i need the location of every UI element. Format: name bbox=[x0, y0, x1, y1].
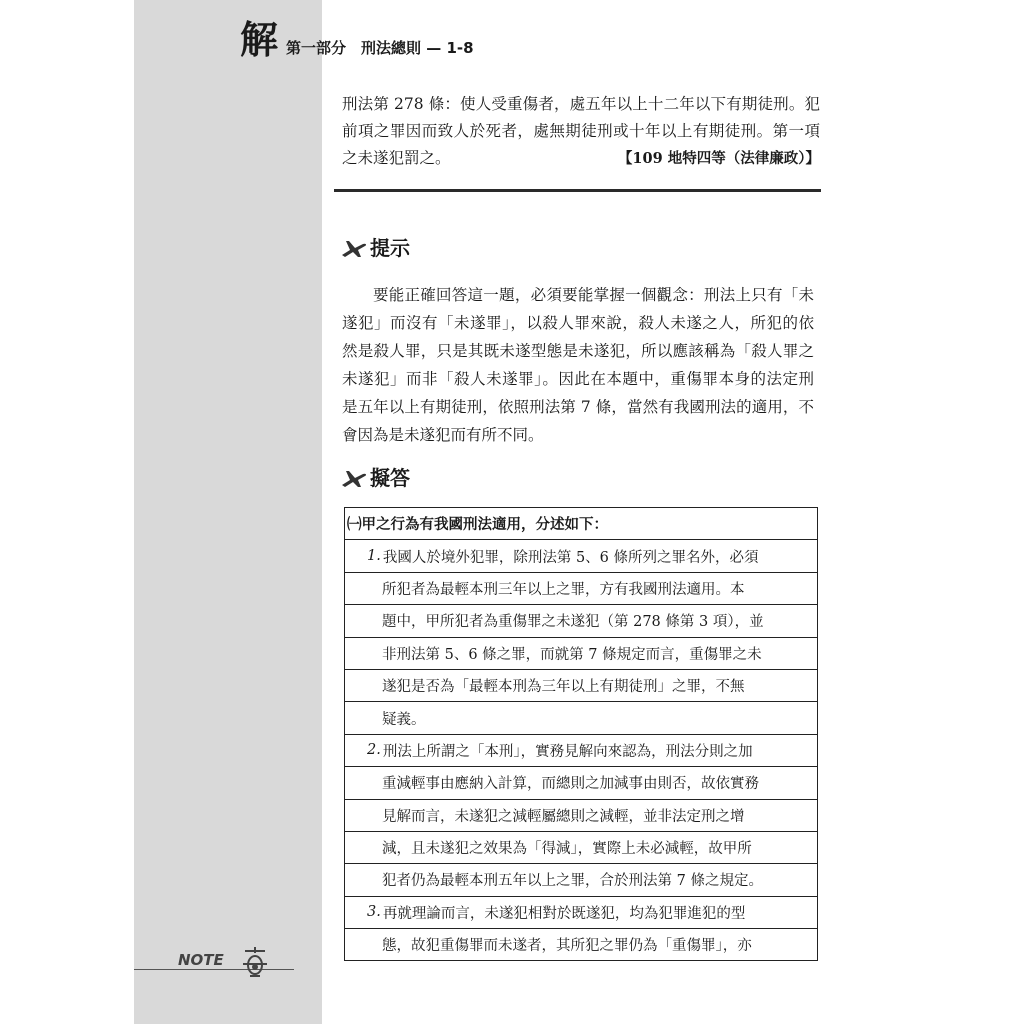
answer-row-text: 所犯者為最輕本刑三年以上之罪，方有我國刑法適用。本 bbox=[382, 581, 745, 598]
answer-row-text: 疑義。 bbox=[382, 711, 426, 728]
answer-row-text: 見解而言，未遂犯之減輕屬總則之減輕，並非法定刑之增 bbox=[382, 808, 745, 825]
answer-row bbox=[345, 897, 817, 929]
answer-heading bbox=[340, 462, 410, 491]
hint-body bbox=[342, 281, 814, 449]
note-airplane-icon bbox=[242, 947, 268, 981]
airplane-icon bbox=[340, 465, 368, 489]
answer-row bbox=[345, 800, 817, 832]
answer-row bbox=[345, 573, 817, 605]
airplane-icon bbox=[340, 235, 368, 259]
note-marker bbox=[134, 945, 294, 985]
page-header bbox=[240, 18, 474, 62]
answer-row bbox=[345, 508, 817, 540]
header-title: 第一部分 刑法總則 — 1-8 bbox=[286, 39, 474, 57]
hint-heading bbox=[340, 232, 410, 261]
answer-heading-label: 擬答 bbox=[370, 466, 410, 490]
answer-row bbox=[345, 670, 817, 702]
answer-row-text: 刑法上所謂之「本刑」，實務見解向來認為，刑法分則之加 bbox=[382, 743, 753, 760]
answer-row bbox=[345, 638, 817, 670]
answer-table bbox=[344, 507, 818, 961]
question-block bbox=[342, 91, 820, 172]
answer-row bbox=[345, 767, 817, 799]
header-glyph: 解 bbox=[240, 17, 279, 62]
answer-row-text: 犯者仍為最輕本刑五年以上之罪，合於刑法第 7 條之規定。 bbox=[382, 873, 763, 890]
answer-row-number: 2. bbox=[367, 742, 381, 759]
answer-row bbox=[345, 605, 817, 637]
answer-row-text: 題中，甲所犯者為重傷罪之未遂犯（第 278 條第 3 項），並 bbox=[382, 614, 764, 631]
hint-paragraph: 要能正確回答這一題，必須要能掌握一個觀念：刑法上只有「未遂犯」而沒有「未遂罪」，以殺人罪來說，殺人未遂之人，所犯的依然是殺人罪，只是其既未遂型態是未遂犯，所以應該稱為「殺人罪之未遂犯」而非「殺人未遂罪」。因此在本題中，重傷罪本身的法定刑是五年以上有期徒刑，依照刑法第 7 條，當然有我國刑法的適用，不會因為是未遂犯而有所不同。 bbox=[342, 286, 814, 444]
page-margin-sidebar bbox=[134, 0, 322, 1024]
question-source: 【109 地特四等（法律廉政）】 bbox=[617, 150, 820, 167]
answer-row-number: 1. bbox=[367, 548, 381, 565]
answer-row-text: 重減輕事由應納入計算，而總則之加減事由則否，故依實務 bbox=[382, 776, 759, 793]
answer-row-text: 非刑法第 5、6 條之罪，而就第 7 條規定而言，重傷罪之未 bbox=[382, 646, 762, 663]
answer-row bbox=[345, 540, 817, 572]
answer-row-text: 再就理論而言，未遂犯相對於既遂犯，均為犯罪進犯的型 bbox=[382, 905, 746, 922]
note-label: NOTE bbox=[178, 951, 224, 969]
answer-row bbox=[345, 832, 817, 864]
question-text: 刑法第 278 條：使人受重傷者，處五年以上十二年以下有期徒刑。犯前項之罪因而致人於死者，處無期徒刑或十年以上有期徒刑。第一項之未遂犯罰之。 bbox=[342, 95, 820, 167]
answer-row bbox=[345, 864, 817, 896]
answer-row-text: 態，故犯重傷罪而未遂者，其所犯之罪仍為「重傷罪」，亦 bbox=[382, 938, 752, 955]
answer-row bbox=[345, 929, 817, 960]
answer-row-number: 3. bbox=[367, 904, 381, 921]
answer-row bbox=[345, 702, 817, 734]
hint-heading-label: 提示 bbox=[370, 236, 410, 260]
divider-rule bbox=[334, 189, 821, 192]
note-line bbox=[134, 969, 294, 970]
answer-row-text: 遂犯是否為「最輕本刑為三年以上有期徒刑」之罪，不無 bbox=[382, 679, 745, 696]
answer-row-text: 減，且未遂犯之效果為「得減」，實際上未必減輕，故甲所 bbox=[382, 841, 752, 858]
answer-row bbox=[345, 735, 817, 767]
answer-row-text: 我國人於境外犯罪，除刑法第 5、6 條所列之罪名外，必須 bbox=[382, 549, 759, 566]
answer-row-text: ㈠甲之行為有我國刑法適用，分述如下： bbox=[347, 516, 608, 534]
